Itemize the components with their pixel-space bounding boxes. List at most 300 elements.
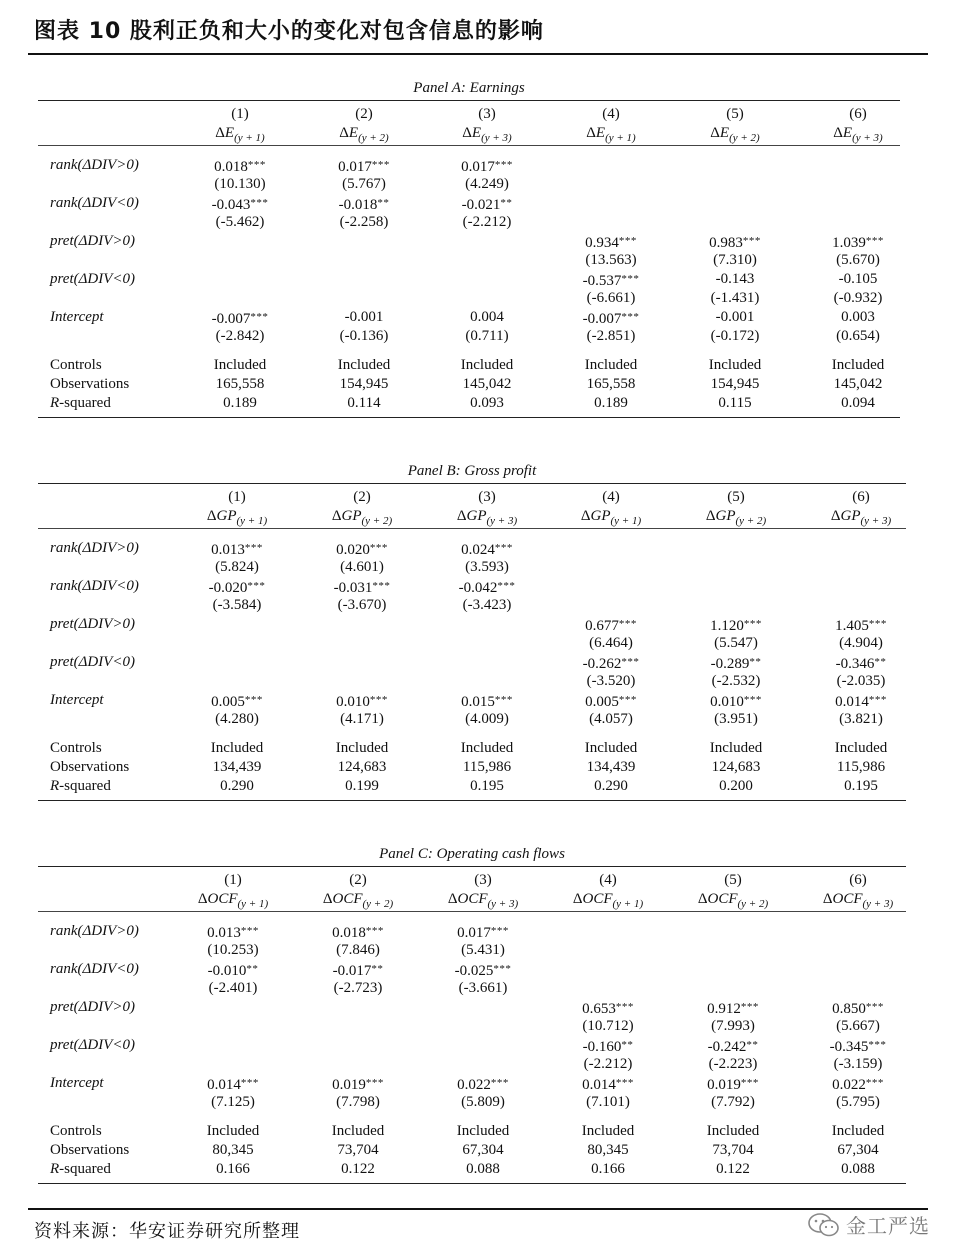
column-number: (3) [478, 106, 496, 122]
column-number: (3) [474, 872, 492, 888]
significance-stars: *** [369, 542, 388, 554]
dep-var: E [471, 125, 482, 141]
cell-value: (7.846) [336, 942, 380, 958]
table-cell [678, 998, 788, 1019]
table-cell [803, 998, 913, 1019]
column-header-1 [178, 871, 288, 914]
cell-value: 0.003 [841, 309, 875, 325]
significance-stars: *** [615, 1077, 634, 1089]
table-cell [307, 596, 417, 615]
dep-var: OCF [582, 891, 613, 907]
panel-c-operating-cash-flows [38, 842, 906, 1184]
table-cell: 0.088 [466, 1161, 500, 1177]
cell-value: -0.105 [838, 271, 878, 287]
significance-stars: *** [247, 580, 266, 592]
dep-var: GP [341, 508, 362, 524]
cell-value: (3.821) [839, 711, 883, 727]
table-cell [309, 175, 419, 194]
table-cell: Included [213, 357, 267, 373]
table-cell [309, 194, 419, 215]
table-cell [553, 1074, 663, 1095]
table-cell: 0.189 [223, 395, 257, 411]
row-label: pret(ΔDIV<0) [50, 271, 136, 287]
cell-value: 0.912 [707, 1001, 741, 1017]
table-cell [681, 710, 791, 729]
tstat-row [38, 672, 906, 691]
tstat-row [38, 175, 900, 194]
tstat-row [38, 327, 900, 346]
cell-value: (5.667) [836, 1018, 880, 1034]
table-cell [432, 558, 542, 577]
horizon-subscript: (y + 1) [237, 898, 269, 910]
cell-value: (3.951) [714, 711, 758, 727]
cell-value: (-2.223) [708, 1056, 758, 1072]
horizon-subscript: (y + 1) [605, 132, 636, 144]
column-dependent-variable [678, 890, 788, 914]
significance-stars: *** [621, 273, 640, 285]
cell-value: 0.013 [211, 542, 245, 558]
significance-stars: ** [621, 1039, 634, 1051]
coefficient-row [38, 194, 900, 213]
r-italic: R [50, 778, 60, 794]
column-header-1 [182, 488, 292, 531]
footer-row [38, 1160, 906, 1179]
table-cell [185, 308, 295, 329]
significance-stars: *** [615, 1001, 634, 1013]
row-label [50, 777, 111, 796]
column-header [38, 867, 906, 911]
cell-value: -0.017 [332, 963, 372, 979]
cell-value: (5.670) [836, 252, 880, 268]
table-cell: 154,945 [710, 376, 760, 392]
horizon-subscript: (y + 2) [362, 898, 394, 910]
cell-value: 0.019 [332, 1077, 366, 1093]
column-number: (6) [852, 489, 870, 505]
cell-value: 0.022 [832, 1077, 866, 1093]
table-cell: Included [335, 740, 389, 756]
table-cell: 67,304 [462, 1142, 504, 1158]
r-italic: R [50, 1161, 60, 1177]
table-cell [680, 308, 790, 327]
table-cell [681, 672, 791, 691]
delta-symbol: Δ [586, 125, 596, 141]
cell-value: (-1.431) [710, 290, 760, 306]
row-label: rank(ΔDIV<0) [50, 578, 139, 594]
coefficient-row [38, 308, 900, 327]
cell-value: (-2.532) [711, 673, 761, 689]
cell-value: (-3.661) [458, 980, 508, 996]
column-header-5 [678, 871, 788, 914]
delta-symbol: Δ [447, 891, 458, 907]
coefficient-row [38, 691, 906, 710]
r-italic: R [50, 395, 60, 411]
cell-value: -0.143 [715, 271, 755, 287]
cell-value: 1.120 [710, 618, 744, 634]
table-cell [680, 289, 790, 308]
column-dependent-variable [185, 124, 295, 148]
coefficient-row [38, 539, 906, 558]
horizon-subscript: (y + 1) [612, 898, 644, 910]
r-rest: -squared [59, 1161, 111, 1177]
row-label: rank(ΔDIV<0) [50, 961, 139, 977]
rule-bottom [38, 417, 900, 418]
cell-value: (0.654) [836, 328, 880, 344]
table-cell [303, 1074, 413, 1095]
tstat-row [38, 213, 900, 232]
table-cell [178, 1093, 288, 1112]
table-cell [182, 691, 292, 712]
table-cell [185, 175, 295, 194]
column-dependent-variable [428, 890, 538, 914]
column-header-5 [681, 488, 791, 531]
column-dependent-variable [803, 890, 913, 914]
title-rule [28, 53, 928, 55]
table-cell: 145,042 [833, 376, 883, 392]
cell-value: 0.015 [461, 694, 495, 710]
dep-var: OCF [832, 891, 863, 907]
table-cell: Included [460, 740, 514, 756]
table-cell [432, 213, 542, 232]
table-cell: 165,558 [586, 376, 636, 392]
row-label [50, 394, 111, 413]
tstat-row [38, 596, 906, 615]
table-cell [681, 653, 791, 674]
significance-stars: *** [493, 963, 512, 975]
coefficient-row [38, 577, 906, 596]
cell-value: 0.850 [832, 1001, 866, 1017]
panel-b-gross-profit [38, 459, 906, 801]
significance-stars: *** [365, 1077, 384, 1089]
table-cell [553, 998, 663, 1019]
table-cell: Included [337, 357, 391, 373]
horizon-subscript: (y + 3) [487, 898, 519, 910]
cell-value: (-3.159) [833, 1056, 883, 1072]
row-label: rank(ΔDIV>0) [50, 923, 139, 939]
table-cell: Included [210, 740, 264, 756]
significance-stars: *** [494, 694, 513, 706]
significance-stars: *** [494, 542, 513, 554]
footer-row [38, 758, 906, 777]
cell-value: (6.464) [589, 635, 633, 651]
tstat-row [38, 558, 906, 577]
tstat-row [38, 979, 906, 998]
significance-stars: *** [369, 694, 388, 706]
significance-stars: *** [868, 1039, 887, 1051]
cell-value: -0.025 [454, 963, 494, 979]
column-number: (5) [726, 106, 744, 122]
row-label: Intercept [50, 309, 104, 325]
tstat-row [38, 1017, 906, 1036]
table-cell [309, 213, 419, 232]
cell-value: -0.537 [582, 273, 622, 289]
dep-var: GP [590, 508, 611, 524]
table-cell [309, 308, 419, 327]
table-cell [678, 1093, 788, 1112]
column-number: (1) [224, 872, 242, 888]
watermark [808, 1204, 938, 1244]
cell-value: 0.653 [582, 1001, 616, 1017]
table-cell [432, 539, 542, 560]
delta-symbol: Δ [830, 508, 841, 524]
cell-value: (7.125) [211, 1094, 255, 1110]
column-header-3 [432, 488, 542, 531]
table-cell [303, 979, 413, 998]
tstat-row [38, 1093, 906, 1112]
table-cell: 73,704 [337, 1142, 379, 1158]
table-cell [553, 1055, 663, 1074]
column-dependent-variable [553, 890, 663, 914]
column-header-4 [553, 871, 663, 914]
footer-row [38, 739, 906, 758]
cell-value: -0.020 [208, 580, 248, 596]
coefficient-row [38, 1036, 906, 1055]
cell-value: 0.004 [470, 309, 504, 325]
table-cell: Included [706, 1123, 760, 1139]
column-dependent-variable [303, 890, 413, 914]
delta-symbol: Δ [572, 891, 583, 907]
significance-stars: *** [244, 542, 263, 554]
column-dependent-variable [307, 507, 417, 531]
cell-value: (4.280) [215, 711, 259, 727]
table-cell [178, 922, 288, 943]
row-label: pret(ΔDIV<0) [50, 654, 136, 670]
column-header-4 [556, 488, 666, 531]
table-cell: Included [584, 357, 638, 373]
panel-title: Panel A: Earnings [413, 80, 525, 96]
table-cell [182, 596, 292, 615]
column-dependent-variable [432, 124, 542, 148]
column-number: (6) [849, 872, 867, 888]
table-cell [307, 577, 417, 598]
table-cell [803, 1074, 913, 1095]
significance-stars: *** [250, 311, 269, 323]
cell-value: (-3.670) [337, 597, 387, 613]
table-cell [307, 558, 417, 577]
footer-row [38, 394, 900, 413]
cell-value: (-0.932) [833, 290, 883, 306]
significance-stars: *** [865, 1001, 884, 1013]
cell-value: (5.824) [215, 559, 259, 575]
significance-stars: *** [244, 694, 263, 706]
rule-bottom [38, 800, 906, 801]
table-cell [556, 672, 666, 691]
table-cell [303, 960, 413, 981]
cell-value: (0.711) [465, 328, 509, 344]
significance-stars: *** [742, 235, 761, 247]
row-label: Observations [50, 759, 130, 775]
cell-value: -0.001 [344, 309, 384, 325]
significance-stars: *** [868, 694, 887, 706]
table-cell: 0.114 [347, 395, 381, 411]
column-number: (4) [599, 872, 617, 888]
delta-symbol: Δ [331, 508, 342, 524]
table-cell [553, 1093, 663, 1112]
column-dependent-variable [680, 124, 790, 148]
table-cell [803, 1093, 913, 1112]
cell-value: -0.031 [333, 580, 373, 596]
significance-stars: *** [247, 159, 266, 171]
cell-value: 0.020 [336, 542, 370, 558]
column-dependent-variable [432, 507, 542, 531]
significance-stars: *** [240, 1077, 259, 1089]
significance-stars: *** [618, 235, 637, 247]
dep-var: GP [840, 508, 861, 524]
column-number: (5) [724, 872, 742, 888]
row-label: Controls [50, 740, 102, 756]
column-dependent-variable [681, 507, 791, 531]
row-label: Intercept [50, 692, 104, 708]
table-cell [803, 327, 913, 346]
cell-value: -0.242 [707, 1039, 747, 1055]
column-header-3 [428, 871, 538, 914]
panel-title: Panel B: Gross profit [407, 463, 537, 479]
table-cell [178, 960, 288, 981]
dep-var: OCF [707, 891, 738, 907]
significance-stars: ** [746, 1039, 759, 1051]
cell-value: -0.042 [458, 580, 498, 596]
significance-stars: ** [749, 656, 762, 668]
table-cell: 0.199 [345, 778, 379, 794]
footer-row [38, 777, 906, 796]
horizon-subscript: (y + 1) [610, 515, 642, 527]
cell-value: 0.010 [710, 694, 744, 710]
table-cell [178, 979, 288, 998]
tstat-row [38, 941, 906, 960]
table-cell [432, 710, 542, 729]
column-number: (2) [355, 106, 373, 122]
cell-value: 0.014 [207, 1077, 241, 1093]
table-cell: Included [581, 1123, 635, 1139]
cell-value: (4.904) [839, 635, 883, 651]
table-cell [182, 710, 292, 729]
table-cell [803, 289, 913, 308]
table-cell [432, 194, 542, 215]
table-cell [680, 232, 790, 253]
significance-stars: *** [740, 1077, 759, 1089]
table-cell: Included [584, 740, 638, 756]
table-cell [556, 308, 666, 329]
column-dependent-variable [806, 507, 916, 531]
significance-stars: *** [372, 580, 391, 592]
table-cell [303, 941, 413, 960]
horizon-subscript: (y + 1) [234, 132, 265, 144]
table-cell [806, 672, 916, 691]
cell-value: (-0.136) [339, 328, 389, 344]
cell-value: -0.021 [461, 197, 501, 213]
horizon-subscript: (y + 3) [481, 132, 512, 144]
cell-value: (7.101) [586, 1094, 630, 1110]
table-cell [182, 577, 292, 598]
significance-stars: *** [250, 197, 269, 209]
cell-value: -0.001 [715, 309, 755, 325]
cell-value: (-3.423) [462, 597, 512, 613]
row-label: Controls [50, 357, 102, 373]
row-label: pret(ΔDIV<0) [50, 1037, 136, 1053]
table-cell: Included [331, 1123, 385, 1139]
delta-symbol: Δ [697, 891, 708, 907]
row-label: pret(ΔDIV>0) [50, 616, 136, 632]
source-note: 资料来源：华安证券研究所整理 [34, 1221, 300, 1242]
horizon-subscript: (y + 2) [735, 515, 767, 527]
footer-row [38, 1141, 906, 1160]
table-cell: Included [206, 1123, 260, 1139]
spacer [38, 346, 900, 356]
cell-value: -0.007 [582, 311, 622, 327]
table-cell: 0.195 [844, 778, 878, 794]
column-dependent-variable [556, 124, 666, 148]
rule-bottom [38, 1183, 906, 1184]
horizon-subscript: (y + 3) [486, 515, 518, 527]
table-cell [185, 327, 295, 346]
cell-value: 0.017 [457, 925, 491, 941]
cell-value: (-2.035) [836, 673, 886, 689]
column-dependent-variable [182, 507, 292, 531]
row-label [50, 1160, 111, 1179]
cell-value: (-2.212) [462, 214, 512, 230]
table-cell [803, 232, 913, 253]
column-number: (2) [353, 489, 371, 505]
table-cell [556, 251, 666, 270]
table-cell [556, 232, 666, 253]
table-cell: 0.115 [718, 395, 752, 411]
significance-stars: ** [500, 197, 513, 209]
delta-symbol: Δ [322, 891, 333, 907]
table-cell: 115,986 [836, 759, 886, 775]
table-cell: Included [709, 740, 763, 756]
cell-value: 0.983 [709, 235, 743, 251]
coefficient-row [38, 1074, 906, 1093]
table-cell: Included [456, 1123, 510, 1139]
table-cell [432, 308, 542, 327]
cell-value: (-5.462) [215, 214, 265, 230]
table-cell: 0.290 [594, 778, 628, 794]
table-cell [178, 941, 288, 960]
cell-value: 0.010 [336, 694, 370, 710]
table-cell [182, 558, 292, 577]
table-cell [309, 327, 419, 346]
table-cell [556, 289, 666, 308]
table-cell [556, 327, 666, 346]
column-header-6 [803, 871, 913, 914]
delta-symbol: Δ [705, 508, 716, 524]
panel-title: Panel C: Operating cash flows [379, 846, 565, 862]
table-cell [678, 1055, 788, 1074]
cell-value: 0.017 [461, 159, 495, 175]
table-cell [556, 615, 666, 636]
cell-value: -0.289 [710, 656, 750, 672]
column-number: (6) [849, 106, 867, 122]
cell-value: -0.010 [207, 963, 247, 979]
table-cell [432, 156, 542, 177]
horizon-subscript: (y + 3) [860, 515, 892, 527]
tstat-row [38, 251, 900, 270]
table-cell [428, 941, 538, 960]
cell-value: (7.798) [336, 1094, 380, 1110]
significance-stars: ** [874, 656, 887, 668]
table-cell [185, 213, 295, 232]
cell-value: 0.019 [707, 1077, 741, 1093]
column-dependent-variable [309, 124, 419, 148]
table-cell: 0.195 [470, 778, 504, 794]
table-cell [432, 691, 542, 712]
dep-var: GP [216, 508, 237, 524]
table-cell: 115,986 [462, 759, 512, 775]
coefficient-row [38, 232, 900, 251]
table-cell [806, 710, 916, 729]
table-cell [681, 615, 791, 636]
column-number: (1) [231, 106, 249, 122]
cell-value: (-2.723) [333, 980, 383, 996]
